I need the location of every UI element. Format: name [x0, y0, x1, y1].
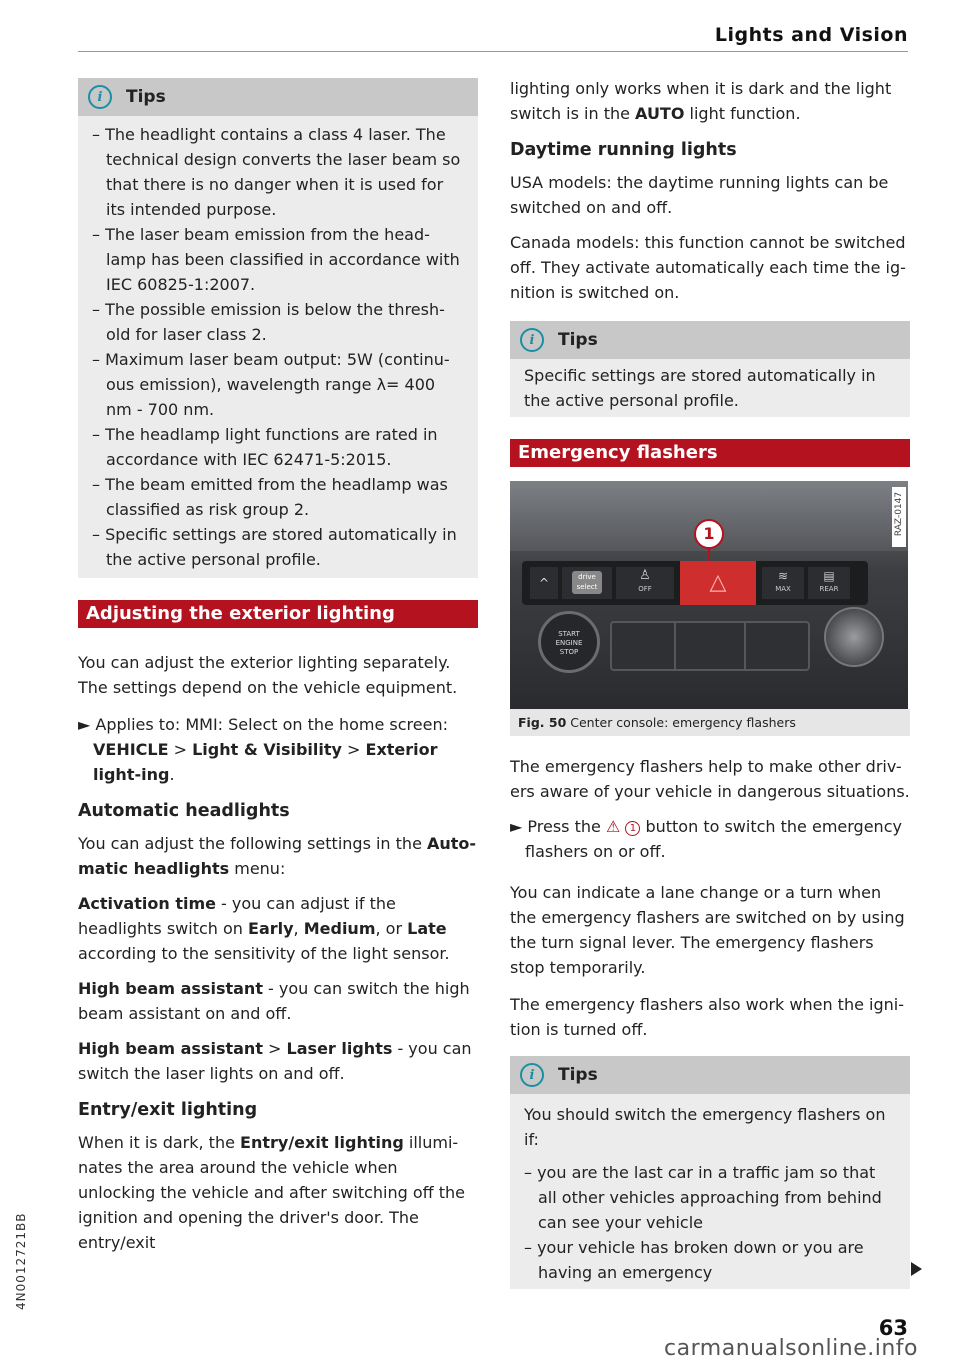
- rear-defrost-icon: ▤: [823, 569, 835, 583]
- tips-text: Specific settings are stored automatically in the active personal profile.: [524, 366, 876, 410]
- tips-item: – Specific settings are stored automatically in the active personal profile.: [92, 525, 457, 569]
- defrost-max-button[interactable]: [762, 567, 804, 599]
- info-icon: i: [88, 85, 112, 109]
- info-icon: i: [520, 328, 544, 352]
- document-code: 4N0012721BB: [14, 1212, 28, 1310]
- lane-change-text: You can indicate a lane change or a turn when the emergency flashers are switched on by using the turn signal lever. The emergency flashers stop temporarily.: [510, 883, 905, 977]
- drl-usa-text: USA models: the daytime running lights can be switched on and off.: [510, 173, 889, 217]
- engine-label: ENGINE: [555, 639, 583, 647]
- tips-label: Tips: [558, 330, 598, 350]
- callout-ref: 1: [625, 821, 640, 836]
- tips-header: [510, 1056, 910, 1094]
- page-number: 63: [878, 1316, 908, 1340]
- figure-code: RAZ-0147: [894, 491, 904, 537]
- select-label: select: [576, 583, 598, 591]
- flashers-intro: The emergency flashers help to make other driv-ers aware of your vehicle in dangerous situations.: [510, 757, 910, 801]
- ignition-off-text: The emergency flashers also work when the igni-tion is turned off.: [510, 995, 904, 1039]
- tips-item: – The headlamp light functions are rated in accordance with IEC 62471-5:2015.: [92, 425, 438, 469]
- high-beam-assistant-text: High beam assistant - you can switch the high beam assistant on and off.: [78, 979, 470, 1023]
- drive-select-button[interactable]: [562, 567, 612, 599]
- watermark: carmanualsonline.info: [664, 1336, 918, 1361]
- entry-exit-text: When it is dark, the Entry/exit lighting illumi-nates the area around the vehicle when unlocking the vehicle and after switching off the ignition and opening the driver's door. The entry/exit: [78, 1133, 466, 1252]
- right-column: [510, 76, 910, 1289]
- page-header-title: Lights and Vision: [714, 24, 908, 46]
- tips-item: – you are the last car in a traffic jam so that all other vehicles approaching from behind can see your vehicle: [524, 1163, 882, 1232]
- tips-intro: You should switch the emergency flashers on if:: [524, 1105, 886, 1149]
- rear-label: REAR: [819, 585, 839, 593]
- tips-item: – The laser beam emission from the head-lamp has been classified in accordance with IEC 60825-1:2007.: [92, 225, 460, 294]
- tips-label: Tips: [558, 1065, 598, 1085]
- tips-item: – The headlight contains a class 4 laser. The technical design converts the laser beam so that there is no danger when it is used for its intended purpose.: [92, 125, 461, 219]
- tips-box-profile: [510, 321, 910, 417]
- seatbelt-off-button[interactable]: [616, 567, 674, 599]
- defrost-icon: ≋: [777, 569, 789, 583]
- tips-item: – your vehicle has broken down or you are having an emergency: [524, 1238, 864, 1282]
- start-stop-button[interactable]: [538, 611, 600, 673]
- section-title-emergency-flashers: Emergency flashers: [510, 439, 910, 467]
- exterior-intro: You can adjust the exterior lighting separately. The settings depend on the vehicle equipment.: [78, 653, 458, 697]
- figure-center-console: [510, 481, 908, 709]
- volume-knob[interactable]: [824, 607, 884, 667]
- airbag-icon: ♙: [639, 568, 651, 583]
- drive-label: drive: [578, 573, 596, 581]
- drl-canada-text: Canada models: this function cannot be switched off. They activate automatically each time the ig-nition is switched on.: [510, 233, 906, 302]
- auto-headlights-text: You can adjust the following settings in the Auto-matic headlights menu:: [78, 834, 477, 878]
- chevron-up-icon[interactable]: ^: [530, 567, 558, 599]
- tips-header: [78, 78, 478, 116]
- tips-header: [510, 321, 910, 359]
- tips-box-emergency: [510, 1056, 910, 1289]
- section-title-exterior-lighting: Adjusting the exterior lighting: [78, 600, 478, 628]
- heading-daytime-running-lights: Daytime running lights: [510, 140, 737, 160]
- hazard-triangle-icon: ⚠: [605, 817, 621, 836]
- tips-item: – Maximum laser beam output: 5W (continu-ous emission), wavelength range λ= 400 nm - 700 nm.: [92, 350, 450, 419]
- info-icon: i: [520, 1063, 544, 1087]
- figure-code-box: [892, 487, 906, 547]
- hazard-button[interactable]: [680, 561, 756, 605]
- continue-arrow-icon: [911, 1262, 922, 1276]
- callout-1: 1: [694, 519, 724, 549]
- laser-lights-text: High beam assistant > Laser lights - you can switch the laser lights on and off.: [78, 1039, 472, 1083]
- activation-time-text: Activation time - you can adjust if the headlights switch on Early, Medium, or Late according to the sensitivity of the light sensor.: [78, 894, 450, 963]
- tips-item: – The beam emitted from the headlamp was classified as risk group 2.: [92, 475, 448, 519]
- start-label: START: [558, 630, 580, 638]
- heading-automatic-headlights: Automatic headlights: [78, 801, 290, 821]
- button-strip: [522, 561, 868, 605]
- rear-defrost-button[interactable]: [808, 567, 850, 599]
- header-divider: [78, 51, 908, 52]
- tips-box-laser: [78, 78, 478, 578]
- left-column: [78, 78, 478, 1255]
- press-instruction: ► Press the ⚠ 1 button to switch the emergency flashers on or off.: [510, 817, 902, 861]
- tips-item: – The possible emission is below the thresh-old for laser class 2.: [92, 300, 445, 344]
- entry-exit-continued: lighting only works when it is dark and the light switch is in the AUTO light function.: [510, 79, 892, 123]
- tips-label: Tips: [126, 87, 166, 107]
- stop-label: STOP: [559, 648, 579, 656]
- max-label: MAX: [775, 585, 791, 593]
- heading-entry-exit-lighting: Entry/exit lighting: [78, 1100, 258, 1120]
- applies-to: ► Applies to: MMI: Select on the home screen: VEHICLE > Light & Visibility > Exterior light-ing.: [78, 715, 448, 784]
- hazard-triangle-icon: △: [709, 570, 727, 595]
- figure-caption: Fig. 50 Center console: emergency flashers: [510, 709, 910, 736]
- off-label: OFF: [638, 585, 652, 593]
- storage-tray: [610, 621, 810, 671]
